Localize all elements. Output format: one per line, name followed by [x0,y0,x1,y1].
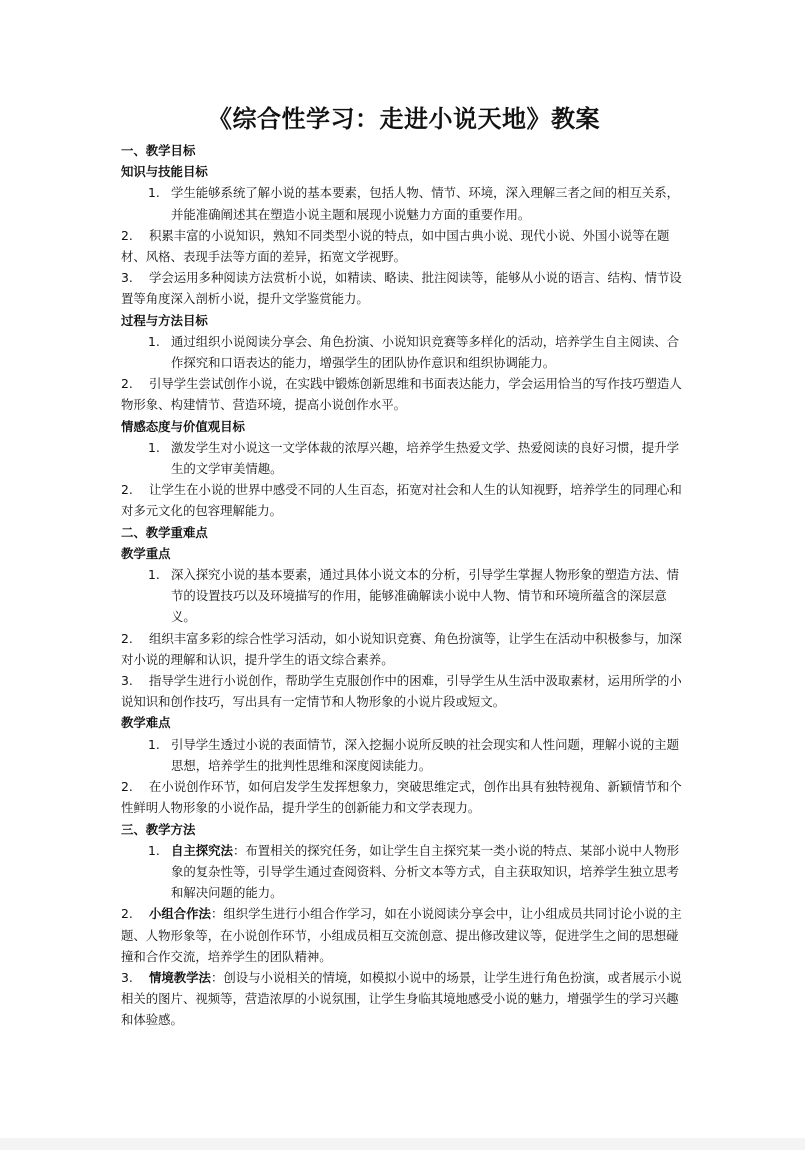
item-text: 指导学生进行小说创作，帮助学生克服创作中的困难，引导学生从生活中汲取素材，运用所学的小说知识和创作技巧，写出具有一定情节和人物形象的小说片段或短文。 [121,673,682,710]
document-body [121,102,687,1031]
item-number: 1. [148,736,160,752]
list-item [121,182,687,224]
item-number: 1. [148,567,160,583]
list-item [121,628,687,670]
item-number: 2. [121,376,133,392]
section-heading: 三、教学方法 [121,821,196,837]
list-item [121,840,687,904]
item-label: 自主探究法 [171,842,233,858]
subsection-heading: 情感态度与价值观目标 [121,418,245,434]
item-number: 1. [148,185,160,201]
list-item [121,776,687,818]
item-label: 情境教学法 [149,969,211,985]
item-number: 3. [121,969,133,985]
item-number: 2. [121,906,133,922]
list-item [121,225,687,267]
item-number: 1. [148,842,160,858]
list-item [121,564,687,628]
item-number: 2. [121,630,133,646]
list-item [121,734,687,776]
item-text: 学生能够系统了解小说的基本要素，包括人物、情节、环境，深入理解三者之间的相互关系，并能准确阐述其在塑造小说主题和展现小说魅力方面的重要作用。 [171,185,680,222]
item-text: 引导学生透过小说的表面情节，深入挖掘小说所反映的社会现实和人性问题，理解小说的主题思想，培养学生的批判性思维和深度阅读能力。 [171,736,680,773]
item-text: 组织丰富多彩的综合性学习活动，如小说知识竞赛、角色扮演等，让学生在活动中积极参与，加深对小说的理解和认识，提升学生的语文综合素养。 [121,630,682,667]
document-title: 《综合性学习：走进小说天地》教案 [208,105,600,133]
item-number: 3. [121,673,133,689]
item-number: 1. [148,333,160,349]
item-number: 2. [121,482,133,498]
item-text: ：组织学生进行小组合作学习，如在小说阅读分享会中，让小组成员共同讨论小说的主题、人物形象等，在小说创作环节，小组成员相互交流创意、提出修改建议等，促进学生之间的思想碰撞和合作交流，培养学生的团队精神。 [121,906,682,964]
item-number: 2. [121,779,133,795]
item-text: 积累丰富的小说知识，熟知不同类型小说的特点，如中国古典小说、现代小说、外国小说等在题材、风格、表现手法等方面的差异，拓宽文学视野。 [121,227,670,265]
item-number: 1. [148,439,160,455]
item-label: 小组合作法 [149,906,211,922]
list-item [121,903,687,967]
item-text: 通过组织小说阅读分享会、角色扮演、小说知识竞赛等多样化的活动，培养学生自主阅读、合作探究和口语表达的能力，增强学生的团队协作意识和组织协调能力。 [171,333,680,371]
list-item [121,967,687,1031]
item-text: 在小说创作环节，如何启发学生发挥想象力，突破思维定式，创作出具有独特视角、新颖情节和个性鲜明人物形象的小说作品，提升学生的创新能力和文学表现力。 [121,779,682,816]
section-heading: 一、教学目标 [121,143,196,158]
list-item [121,670,687,712]
list-item [121,479,687,521]
subsection-heading: 过程与方法目标 [121,312,208,328]
subsection-heading: 教学重点 [121,545,171,561]
item-text: 激发学生对小说这一文学体裁的浓厚兴趣，培养学生热爱文学、热爱阅读的良好习惯，提升学生的文学审美情趣。 [171,439,680,477]
section-heading: 二、教学重难点 [121,524,208,540]
item-text: ：创设与小说相关的情境，如模拟小说中的场景，让学生进行角色扮演，或者展示小说相关的图片、视频等，营造浓厚的小说氛围，让学生身临其境地感受小说的魅力，增强学生的学习兴趣和体验感。 [121,969,682,1028]
list-item [121,373,687,415]
list-item [121,331,687,373]
subsection-heading: 教学难点 [121,715,171,731]
item-text: 深入探究小说的基本要素，通过具体小说文本的分析，引导学生掌握人物形象的塑造方法、情节的设置技巧以及环境描写的作用，能够准确解读小说中人物、情节和环境所蕴含的深层意义。 [171,567,680,625]
item-number: 2. [121,227,133,243]
item-text: ：布置相关的探究任务，如让学生自主探究某一类小说的特点、某部小说中人物形象的复杂性等，引导学生通过查阅资料、分析文本等方式，自主获取知识，培养学生独立思考和解决问题的能力。 [171,842,680,901]
list-item [121,437,687,479]
item-text: 学会运用多种阅读方法赏析小说，如精读、略读、批注阅读等，能够从小说的语言、结构、情节设置等角度深入剖析小说，提升文学鉴赏能力。 [121,270,682,307]
subsection-heading: 知识与技能目标 [121,164,208,180]
list-item [121,267,687,309]
item-text: 让学生在小说的世界中感受不同的人生百态，拓宽对社会和人生的认知视野，培养学生的同理心和对多元文化的包容理解能力。 [121,482,682,519]
item-number: 3. [121,270,133,286]
item-text: 引导学生尝试创作小说，在实践中锻炼创新思维和书面表达能力，学会运用恰当的写作技巧塑造人物形象、构建情节、营造环境，提高小说创作水平。 [121,376,682,413]
